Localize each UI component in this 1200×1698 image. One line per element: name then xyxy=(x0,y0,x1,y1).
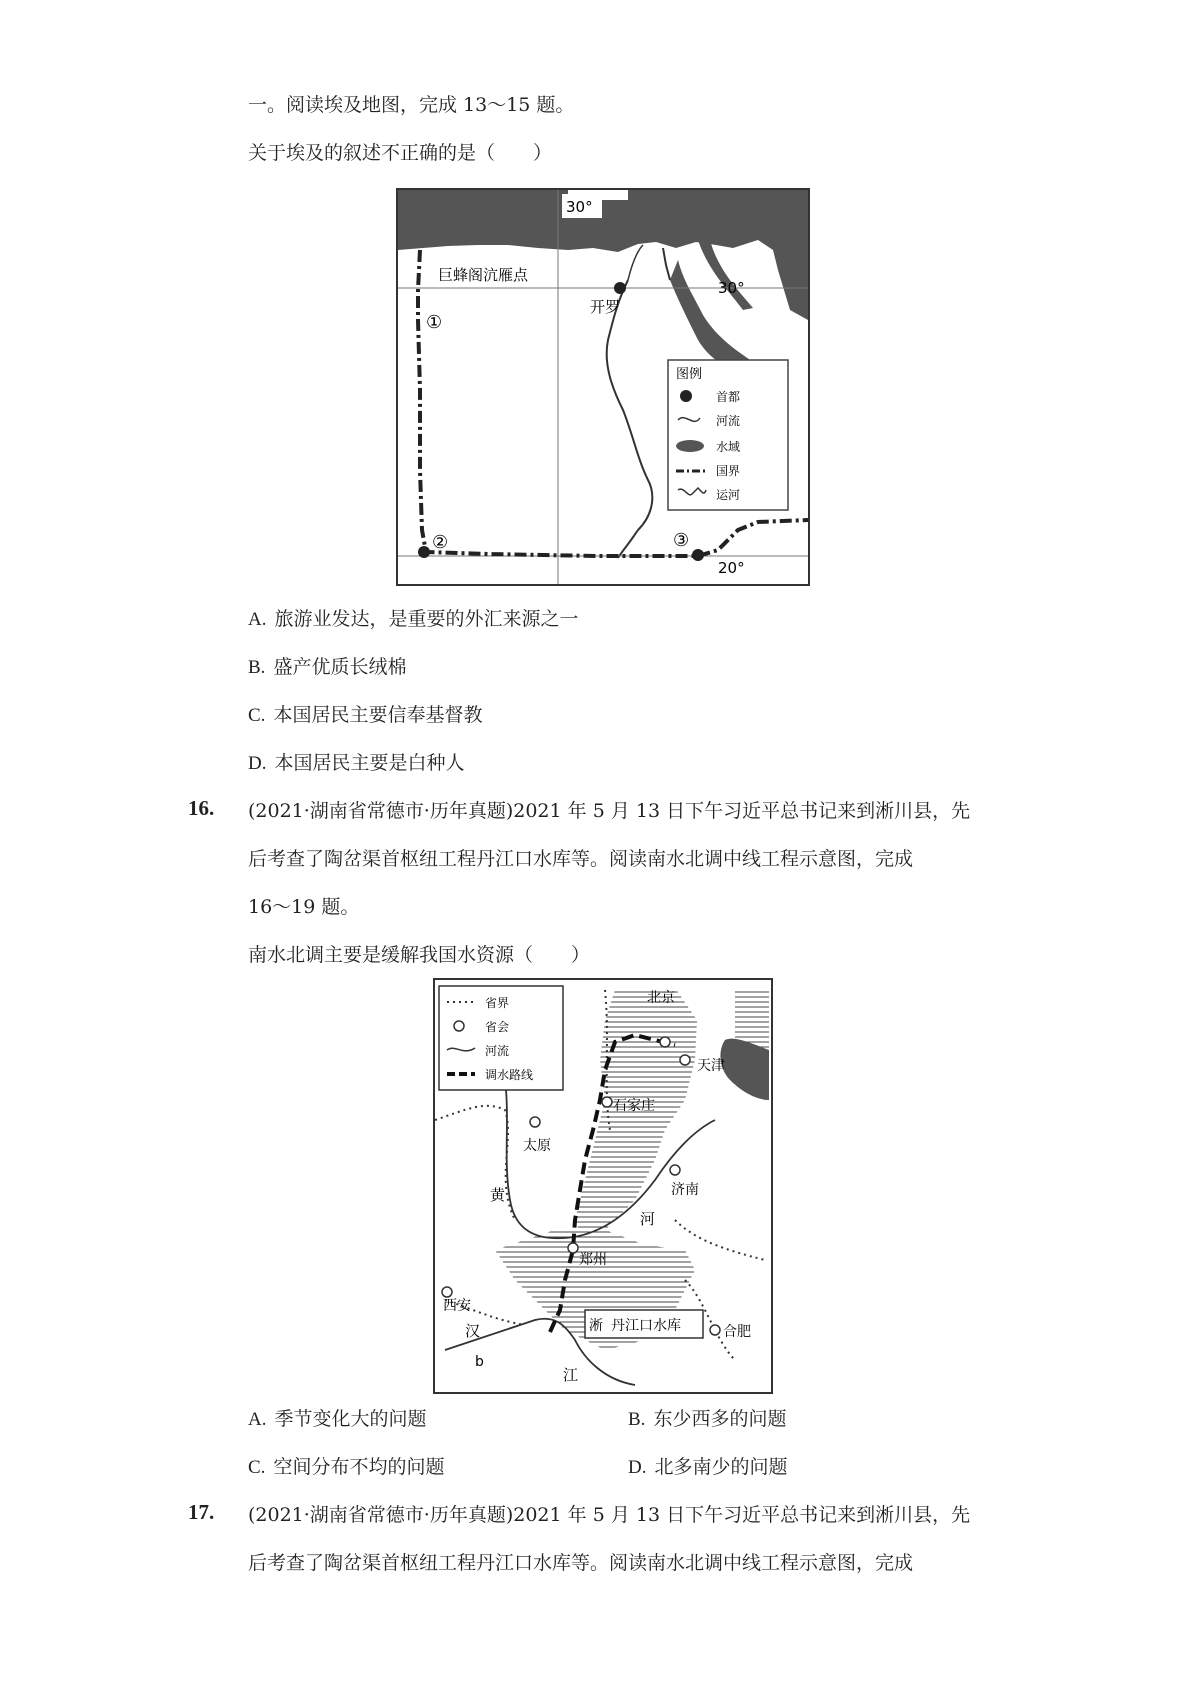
legend-water: 水域 xyxy=(716,440,741,454)
red-sea xyxy=(670,260,758,372)
city-zhengzhou-label: 郑州 xyxy=(579,1252,607,1268)
map-legend-2 xyxy=(439,986,563,1090)
legend-capital: 首都 xyxy=(716,390,741,404)
label-he: 河 xyxy=(640,1210,656,1228)
egypt-map xyxy=(396,188,810,586)
city-taiyuan-label: 太原 xyxy=(523,1138,551,1154)
legend2-river: 河流 xyxy=(485,1044,510,1058)
label-yellow: 黄 xyxy=(490,1186,506,1204)
label-han: 汉 xyxy=(465,1322,481,1340)
label-jiang: 江 xyxy=(563,1366,579,1384)
marker-2-dot xyxy=(418,546,430,558)
marker-2-label: ② xyxy=(432,532,449,553)
option-16-c[interactable]: C. 空间分布不均的问题 xyxy=(248,1456,445,1478)
section-intro: 一。阅读埃及地图，完成 13～15 题。 xyxy=(248,94,575,116)
legend-title: 图例 xyxy=(676,367,703,382)
question-16-line2: 后考查了陶岔渠首枢纽工程丹江口水库等。阅读南水北调中线工程示意图，完成 xyxy=(248,848,914,870)
marker-1-label: ① xyxy=(426,312,443,333)
city-hefei-label: 合肥 xyxy=(723,1324,751,1340)
lat-top-label: 30° xyxy=(566,198,593,216)
city-shijiazhuang-label: 石家庄 xyxy=(613,1098,655,1114)
city-tianjin-label: 天津 xyxy=(697,1058,725,1074)
label-b: b xyxy=(475,1354,484,1370)
option-a[interactable]: A. 旅游业发达，是重要的外汇来源之一 xyxy=(248,608,579,630)
question-16-number: 16. xyxy=(188,796,215,820)
capital-cairo-dot xyxy=(614,282,626,294)
city-jinan-label: 济南 xyxy=(671,1182,699,1198)
option-16-b[interactable]: B. 东少西多的问题 xyxy=(628,1408,787,1430)
bohai-sea xyxy=(720,1039,769,1100)
map-legend xyxy=(668,360,788,510)
option-d[interactable]: D. 本国居民主要是白种人 xyxy=(248,752,465,774)
city-xian-label: 西安 xyxy=(443,1298,471,1314)
lat-right-label: 30° xyxy=(718,279,745,297)
legend-border: 国界 xyxy=(716,464,741,478)
question-16-line1: (2021·湖南省常德市·历年真题)2021 年 5 月 13 日下午习近平总书记来到淅川县，先 xyxy=(248,800,971,822)
marker-3-dot xyxy=(692,549,704,561)
question-17-line1: (2021·湖南省常德市·历年真题)2021 年 5 月 13 日下午习近平总书记来到淅川县，先 xyxy=(248,1504,971,1526)
option-16-a[interactable]: A. 季节变化大的问题 xyxy=(248,1408,427,1430)
place-capital-label: 开罗 xyxy=(590,298,621,316)
nile-river xyxy=(607,280,653,558)
legend2-capital: 省会 xyxy=(485,1020,510,1034)
question-16-stem: 南水北调主要是缓解我国水资源（ ） xyxy=(248,944,591,966)
question-17-number: 17. xyxy=(188,1500,215,1524)
place-dam-label: 巨蜂阁沆雁点 xyxy=(438,266,529,284)
option-b[interactable]: B. 盛产优质长绒棉 xyxy=(248,656,407,678)
legend-canal: 运河 xyxy=(716,488,741,502)
legend-river: 河流 xyxy=(716,414,741,428)
option-16-d[interactable]: D. 北多南少的问题 xyxy=(628,1456,788,1478)
marker-3-label: ③ xyxy=(673,530,690,551)
question-16-line3: 16～19 题。 xyxy=(248,896,360,918)
label-reservoir-box: 丹江口水库 xyxy=(611,1318,681,1334)
option-c[interactable]: C. 本国居民主要信奉基督教 xyxy=(248,704,483,726)
question-17-line2: 后考查了陶岔渠首枢纽工程丹江口水库等。阅读南水北调中线工程示意图，完成 xyxy=(248,1552,914,1574)
legend2-route: 调水路线 xyxy=(485,1068,534,1082)
city-beijing-label: 北京 xyxy=(647,990,675,1006)
nile-branch xyxy=(628,245,643,280)
lat-bottom-label: 20° xyxy=(718,559,745,577)
legend2-border: 省界 xyxy=(485,996,510,1010)
south-north-water-map xyxy=(433,978,773,1394)
suez-canal xyxy=(663,248,670,280)
label-reservoir-prefix: 淅 xyxy=(589,1318,603,1334)
question-stem: 关于埃及的叙述不正确的是（ ） xyxy=(248,142,553,164)
hatched-region-north xyxy=(575,988,697,1245)
